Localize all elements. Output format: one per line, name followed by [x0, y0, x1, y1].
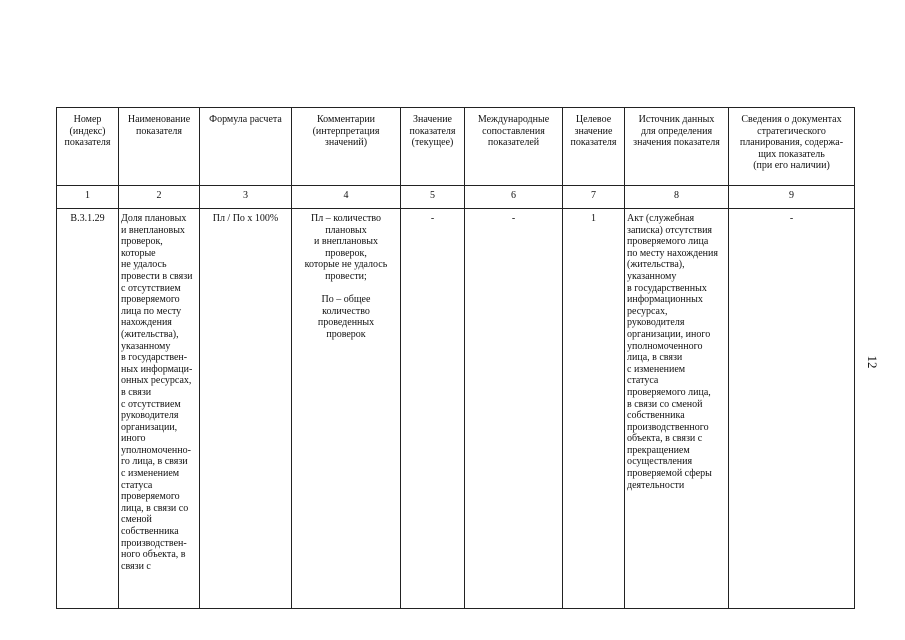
header-name: Наименование показателя [119, 108, 200, 186]
column-number: 4 [292, 186, 401, 209]
header-index: Номер (индекс) показателя [57, 108, 119, 186]
cell-index: В.3.1.29 [57, 209, 119, 609]
indicators-table [56, 107, 855, 609]
cell-source: Акт (служебная записка) отсутствия проверяемого лица по месту нахождения (жительства), указанному в государственных информационных ресурсах, руководителя организации, иного уполномоченного лица, в связи с изменением статуса проверяемого лица, в связи со сменой собственника производственного объекта, в связи с прекращением осуществления проверяемой сферы деятельности [625, 209, 729, 609]
cell-formula: Пл / По х 100% [200, 209, 292, 609]
header-source: Источник данных для определения значения показателя [625, 108, 729, 186]
cell-international: - [465, 209, 563, 609]
column-number: 3 [200, 186, 292, 209]
cell-target: 1 [563, 209, 625, 609]
page-number: 12 [865, 355, 880, 369]
column-number: 8 [625, 186, 729, 209]
header-documents: Сведения о документах стратегического планирования, содержа- щих показатель (при его наличии) [729, 108, 855, 186]
cell-documents: - [729, 209, 855, 609]
header-comments: Комментарии (интерпретация значений) [292, 108, 401, 186]
column-number: 1 [57, 186, 119, 209]
table-header-row [57, 108, 855, 186]
header-current-value: Значение показателя (текущее) [401, 108, 465, 186]
column-number-row [57, 186, 855, 209]
header-target: Целевое значение показателя [563, 108, 625, 186]
column-number: 9 [729, 186, 855, 209]
column-number: 2 [119, 186, 200, 209]
cell-current-value: - [401, 209, 465, 609]
header-international: Международные сопоставления показателей [465, 108, 563, 186]
cell-name: Доля плановых и внеплановых проверок, которые не удалось провести в связи с отсутствием проверяемого лица по месту нахождения (жительства), указанному в государствен- ных информаци- онных ресурсах, в связи с отсутствием руководителя организации, иного уполномоченно- го лица, в связи с изменением статуса проверяемого лица, в связи со сменой собственника производствен- ного объекта, в связи с [119, 209, 200, 609]
column-number: 6 [465, 186, 563, 209]
header-formula: Формула расчета [200, 108, 292, 186]
column-number: 5 [401, 186, 465, 209]
table-row [57, 209, 855, 609]
cell-comments: Пл – количество плановых и внеплановых проверок, которые не удалось провести; По – общее количество проведенных проверок [292, 209, 401, 609]
column-number: 7 [563, 186, 625, 209]
